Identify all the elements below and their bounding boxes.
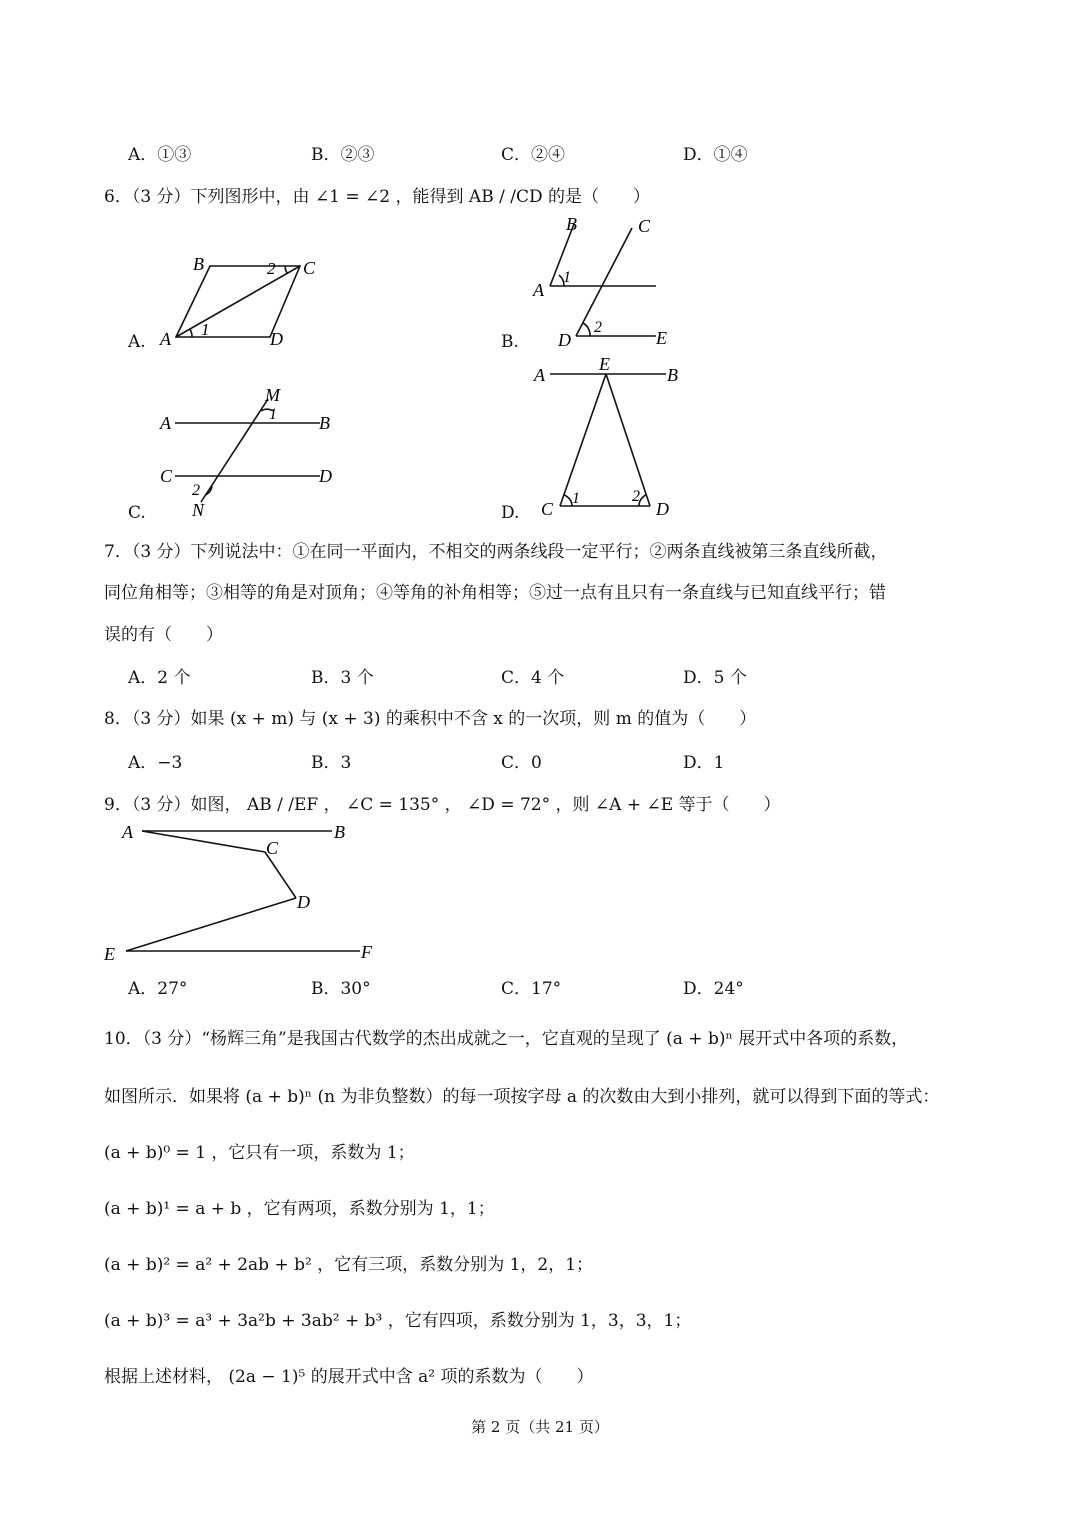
page-footer: 第 2 页（共 21 页）: [471, 1418, 609, 1436]
fig-d-angle-1: 1: [572, 490, 580, 507]
q6-fig-label-a: A.: [128, 332, 146, 352]
q5-option-b: B．②③: [311, 145, 375, 165]
fig-a-angle-2: 2: [267, 259, 276, 278]
fig-b-label-e: E: [656, 328, 667, 348]
q7-option-c: C．4 个: [501, 668, 565, 688]
q6-figure-d: [526, 352, 691, 522]
q5-option-c: C．②④: [501, 145, 566, 165]
fig-c-angle-1: 1: [269, 406, 277, 423]
fig-d-label-e: E: [599, 354, 610, 374]
fig9-label-e: E: [104, 944, 115, 964]
q9-option-b: B．30°: [311, 979, 371, 999]
fig-c-label-a: A: [160, 413, 171, 433]
fig-c-label-c: C: [160, 466, 173, 486]
fig-a-angle-1: 1: [201, 320, 210, 339]
fig9-label-f: F: [361, 942, 372, 962]
fig9-label-a: A: [122, 822, 133, 842]
fig-b-label-c: C: [638, 216, 651, 236]
q6-fig-label-c: C.: [128, 503, 146, 523]
fig-b-label-d: D: [558, 330, 571, 350]
q10-ask: 根据上述材料， (2a − 1)⁵ 的展开式中含 a² 项的系数为（ ）: [104, 1367, 594, 1387]
fig-d-label-b: B: [667, 365, 678, 385]
q8-stem: 8．（3 分）如果 (x + m) 与 (x + 3) 的乘积中不含 x 的一次项，则 m 的值为（ ）: [104, 709, 757, 729]
q9-stem: 9．（3 分）如图， AB / /EF ， ∠C = 135° ， ∠D = 72° ，则 ∠A + ∠E 等于（ ）: [104, 795, 781, 815]
fig-c-angle-2: 2: [192, 482, 200, 499]
fig-b-label-b: B: [566, 214, 577, 234]
fig-d-label-c: C: [541, 499, 554, 519]
q6-figure-b: [526, 210, 676, 355]
q6-fig-label-b: B.: [501, 332, 519, 352]
q9-option-c: C．17°: [501, 979, 562, 999]
q6-figure-a: [150, 250, 340, 355]
q6-stem: 6．（3 分）下列图形中，由 ∠1 = ∠2 ，能得到 AB / /CD 的是（ ）: [104, 187, 650, 207]
fig-d-label-d: D: [656, 499, 669, 519]
q8-option-d: D．1: [683, 753, 725, 773]
fig9-label-d: D: [297, 892, 310, 912]
fig-c-label-d: D: [319, 466, 332, 486]
fig9-label-c: C: [266, 838, 279, 858]
fig-b-angle-1: 1: [563, 269, 571, 286]
fig9-label-b: B: [334, 822, 345, 842]
q9-option-d: D．24°: [683, 979, 744, 999]
q7-option-b: B．3 个: [311, 668, 374, 688]
q10-line-2: 如图所示．如果将 (a + b)ⁿ (n 为非负整数）的每一项按字母 a 的次数由大到小排列，就可以得到下面的等式：: [104, 1087, 940, 1107]
q5-option-d: D．①④: [683, 145, 748, 165]
q7-line-3: 误的有（ ）: [104, 625, 223, 645]
q10-eq-2: (a + b)² = a² + 2ab + b² ，它有三项，系数分别为 1，2，1；: [104, 1255, 594, 1275]
q5-option-a: A．①③: [128, 145, 192, 165]
fig-b-label-a: A: [533, 280, 544, 300]
fig-b-angle-2: 2: [594, 319, 602, 336]
fig-a-label-d: D: [270, 329, 283, 349]
q10-eq-3: (a + b)³ = a³ + 3a²b + 3ab² + b³ ，它有四项，系数分别为 1，3，3，1；: [104, 1311, 692, 1331]
fig-c-label-m: M: [265, 385, 280, 405]
q6-figure-c: [155, 385, 345, 520]
q10-line-1: 10．（3 分）“杨辉三角”是我国古代数学的杰出成就之一，它直观的呈现了 (a + b)ⁿ 展开式中各项的系数，: [104, 1029, 909, 1049]
q6-fig-label-d: D.: [501, 503, 520, 523]
fig-d-label-a: A: [534, 365, 545, 385]
fig-a-label-c: C: [303, 258, 316, 278]
fig-c-label-b: B: [319, 413, 330, 433]
q10-eq-1: (a + b)¹ = a + b ，它有两项，系数分别为 1，1；: [104, 1199, 495, 1219]
q9-figure: [100, 818, 390, 968]
q7-option-d: D．5 个: [683, 668, 747, 688]
fig-a-label-a: A: [160, 329, 171, 349]
fig-a-label-b: B: [193, 254, 204, 274]
fig-d-angle-2: 2: [632, 488, 640, 505]
q7-line-2: 同位角相等；③相等的角是对顶角；④等角的补角相等；⑤过一点有且只有一条直线与已知直线平行；错: [104, 583, 886, 603]
q9-option-a: A．27°: [128, 979, 188, 999]
q7-option-a: A．2 个: [128, 668, 191, 688]
q10-eq-0: (a + b)⁰ = 1 ，它只有一项，系数为 1；: [104, 1143, 415, 1163]
q8-option-c: C．0: [501, 753, 542, 773]
q7-line-1: 7．（3 分）下列说法中：①在同一平面内，不相交的两条线段一定平行；②两条直线被第三条直线所截，: [104, 542, 888, 562]
q8-option-a: A．−3: [128, 753, 183, 773]
fig-c-label-n: N: [192, 500, 205, 520]
q8-option-b: B．3: [311, 753, 352, 773]
